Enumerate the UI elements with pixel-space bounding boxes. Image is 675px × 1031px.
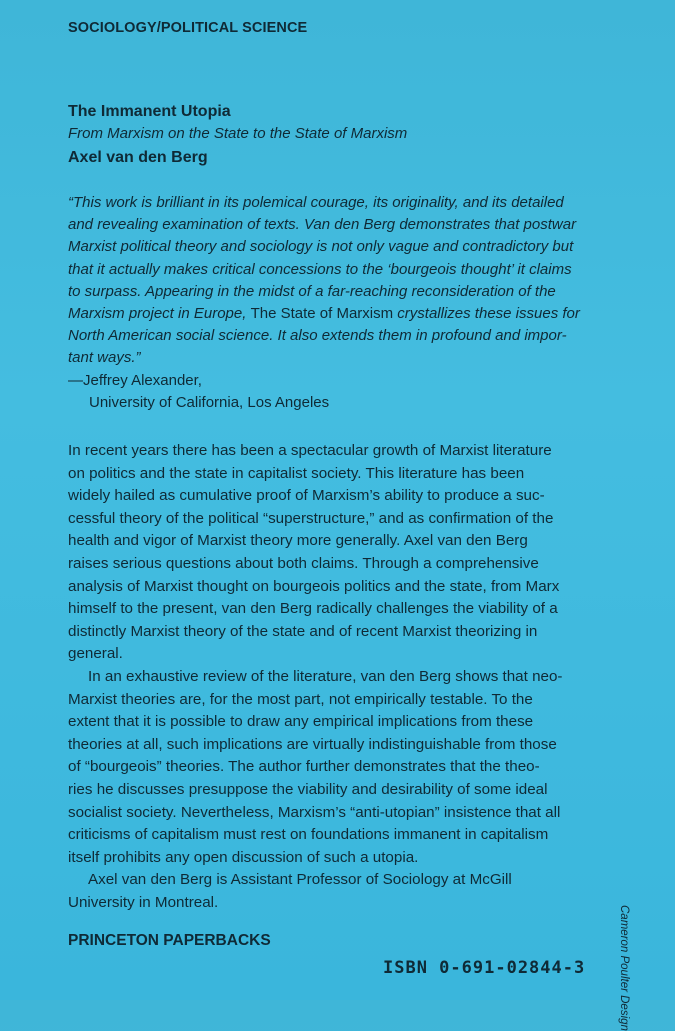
description-line: health and vigor of Marxist theory more generally. Axel van den Berg — [68, 532, 528, 550]
quote-line: tant ways.” — [68, 349, 141, 367]
isbn-number: ISBN 0-691-02844-3 — [383, 958, 586, 978]
quote-line-end: crystallizes these issues for — [397, 305, 580, 323]
quote-line — [68, 303, 608, 325]
publisher-imprint: PRINCETON PAPERBACKS — [68, 932, 271, 949]
description-line: cessful theory of the political “superstructure,” and as confirmation of the — [68, 509, 554, 527]
description-line: University in Montreal. — [68, 893, 219, 911]
description-line: socialist society. Nevertheless, Marxism’s “anti-utopian” insistence that all — [68, 803, 561, 821]
description-line: itself prohibits any open discussion of such a utopia. — [68, 848, 419, 866]
quote-book-reference: The State of Marxism — [250, 305, 394, 323]
description-line: raises serious questions about both claims. Through a comprehensive — [68, 554, 539, 572]
description-line: In recent years there has been a spectacular growth of Marxist literature — [68, 442, 552, 459]
quote-line: that it actually makes critical concessions to the ‘bourgeois thought’ it claims — [68, 260, 572, 278]
description-line: theories at all, such implications are virtually indistinguishable from those — [68, 735, 557, 753]
design-credit: Cameron Poulter Design — [618, 905, 630, 1031]
description-line: general. — [68, 645, 123, 663]
quote-line-start: Marxism project in Europe, — [68, 305, 247, 323]
quote-line: North American social science. It also extends them in profound and impor- — [68, 327, 567, 345]
book-subtitle: From Marxism on the State to the State of Marxism — [68, 125, 408, 142]
book-description — [68, 440, 613, 914]
endorsement-quote — [68, 192, 608, 414]
description-line: of “bourgeois” theories. The author further demonstrates that the theo- — [68, 758, 540, 776]
description-line: ries he discusses presuppose the viability and desirability of some ideal — [68, 780, 548, 798]
book-author: Axel van den Berg — [68, 149, 208, 166]
quote-line: Marxist political theory and sociology is not only vague and contradictory but — [68, 238, 574, 256]
description-line: Axel van den Berg is Assistant Professor of Sociology at McGill — [88, 871, 512, 889]
description-line: widely hailed as cumulative proof of Marxism’s ability to produce a suc- — [68, 487, 545, 505]
quote-line: and revealing examination of texts. Van den Berg demonstrates that postwar — [68, 216, 577, 234]
description-line: In an exhaustive review of the literature, van den Berg shows that neo- — [88, 667, 563, 685]
description-line: on politics and the state in capitalist society. This literature has been — [68, 464, 525, 482]
description-line: criticisms of capitalism must rest on foundations immanent in capitalism — [68, 826, 549, 844]
description-line: extent that it is possible to draw any empirical implications from these — [68, 713, 534, 731]
description-line: himself to the present, van den Berg radically challenges the viability of a — [68, 600, 558, 618]
quote-attribution-affiliation: University of California, Los Angeles — [89, 393, 330, 411]
book-title: The Immanent Utopia — [68, 103, 231, 120]
description-line: Marxist theories are, for the most part, not empirically testable. To the — [68, 690, 533, 708]
description-line: distinctly Marxist theory of the state and of recent Marxist theorizing in — [68, 622, 538, 640]
category-label: SOCIOLOGY/POLITICAL SCIENCE — [68, 20, 308, 36]
description-line: analysis of Marxist thought on bourgeois politics and the state, from Marx — [68, 577, 560, 595]
quote-line: to surpass. Appearing in the midst of a far-reaching reconsideration of the — [68, 282, 556, 300]
quote-attribution-name: —Jeffrey Alexander, — [68, 371, 202, 389]
quote-line: “This work is brilliant in its polemical courage, its originality, and its detailed — [68, 194, 564, 211]
